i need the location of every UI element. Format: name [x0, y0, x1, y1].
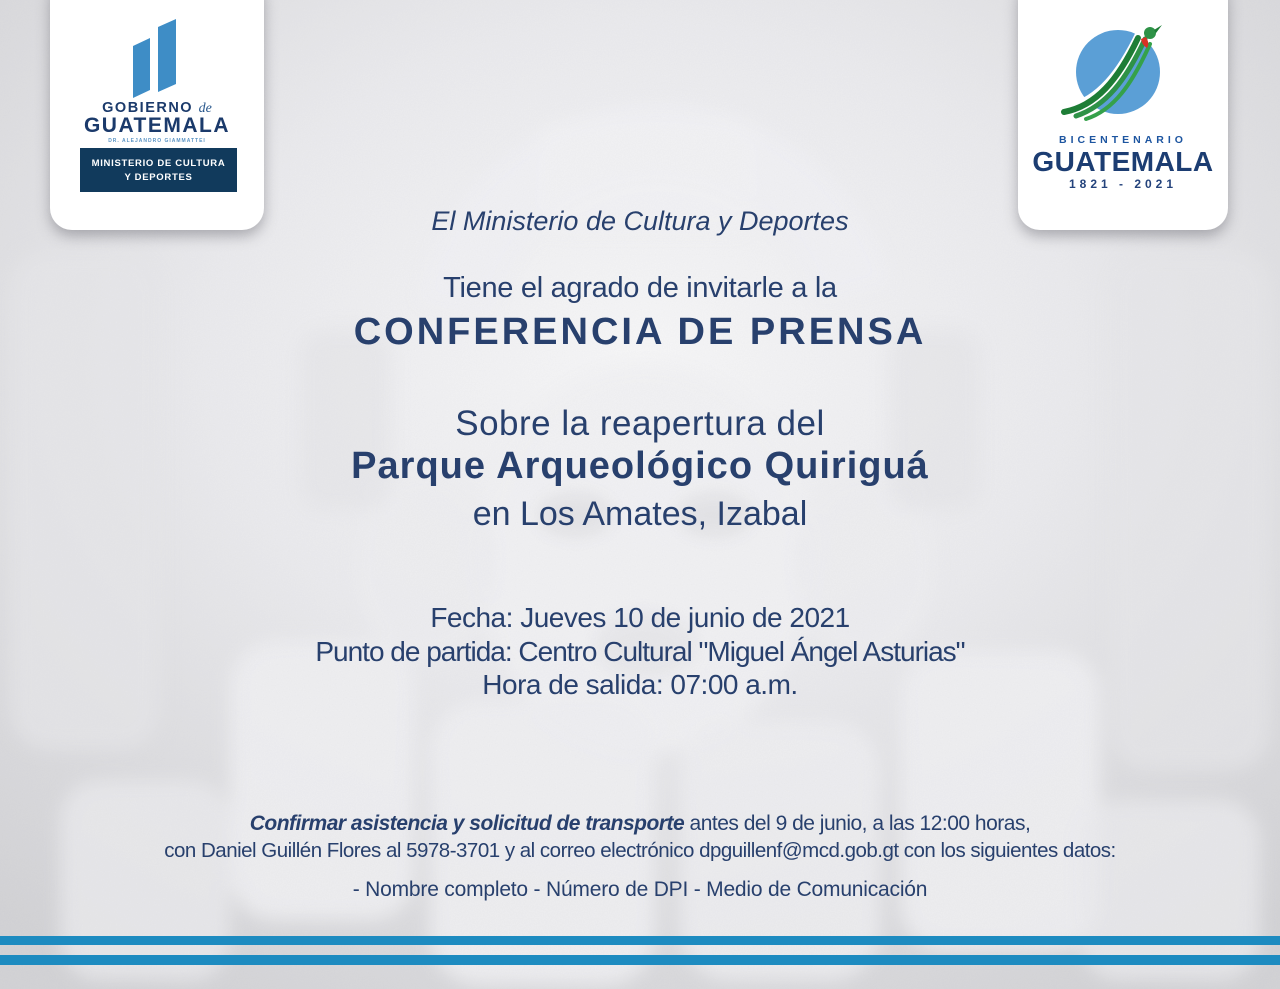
accent-stripe-top: [0, 936, 1280, 945]
de-text: de: [198, 101, 212, 116]
bicentenario-guatemala-label: GUATEMALA: [1032, 146, 1214, 177]
ministry-line2: Y DEPORTES: [124, 171, 193, 183]
rsvp-line-1: [0, 812, 1280, 836]
rsvp-bold-lead: Confirmar asistencia y solicitud de transporte: [249, 812, 685, 835]
event-date: Fecha: Jueves 10 de junio de 2021: [430, 602, 850, 633]
organization-line: El Ministerio de Cultura y Deportes: [431, 206, 849, 236]
gov-logo-guatemala-label: GUATEMALA: [83, 114, 231, 137]
bicentenario-label: BICENTENARIO: [1059, 134, 1187, 146]
bicentenario-logo-card: [1018, 0, 1228, 230]
accent-stripe-bottom: [0, 955, 1280, 965]
rsvp-line-1-rest: antes del 9 de junio, a las 12:00 horas,: [684, 812, 1031, 835]
ministry-line1: MINISTERIO DE CULTURA: [91, 157, 226, 169]
quetzal-bicentenario-icon: [1018, 6, 1228, 136]
bicentenario-years-label: 1821 - 2021: [1068, 177, 1178, 191]
intro-line: Tiene el agrado de invitarle a la: [443, 272, 837, 304]
rsvp-required-data: - Nombre completo - Número de DPI - Medio de Comunicación: [352, 878, 928, 901]
gobierno-text: GOBIERNO: [102, 100, 194, 116]
subject-line-1: Sobre la reapertura del: [455, 404, 825, 443]
meeting-point: Punto de partida: Centro Cultural "Miguel Ángel Asturias": [315, 636, 965, 667]
subject-line-2: Parque Arqueológico Quiriguá: [351, 445, 929, 487]
gov-logo-president-label: DR. ALEJANDRO GIAMMATTEI: [108, 138, 206, 144]
rsvp-line-2: con Daniel Guillén Flores al 5978-3701 y al correo electrónico dpguillenf@mcd.gob.gt con los siguientes datos:: [164, 839, 1116, 862]
ministry-box: [80, 148, 237, 192]
gov-logo-card: [50, 0, 264, 230]
departure-time: Hora de salida: 07:00 a.m.: [482, 669, 798, 700]
subject-line-3: en Los Amates, Izabal: [472, 495, 808, 533]
event-title: CONFERENCIA DE PRENSA: [353, 311, 927, 353]
